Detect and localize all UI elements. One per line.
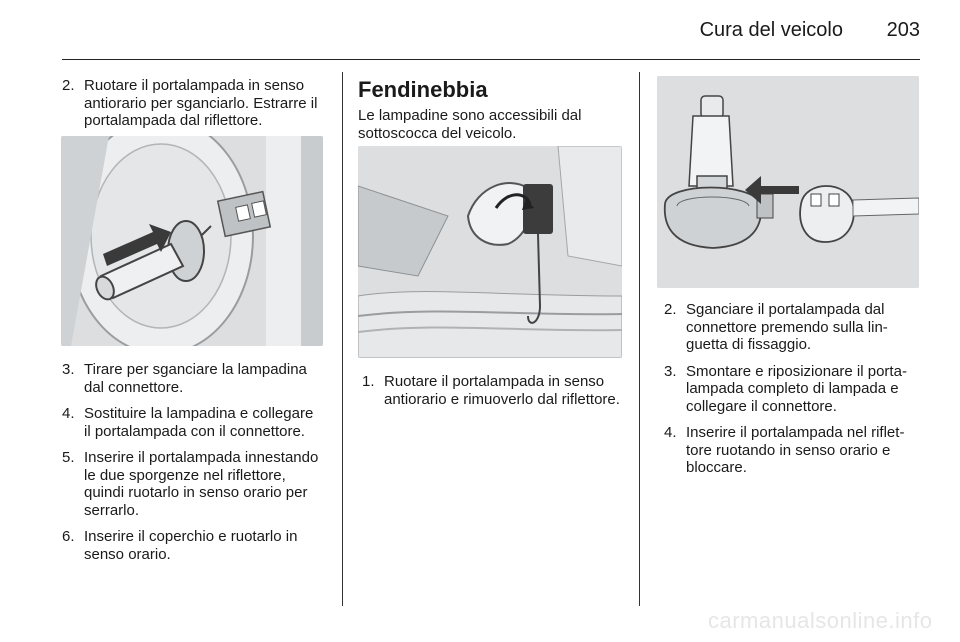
step-number: 4. bbox=[664, 424, 677, 441]
watermark: carmanualsonline.info bbox=[708, 608, 933, 633]
list-item bbox=[62, 361, 324, 396]
column-left-steps bbox=[62, 361, 324, 572]
column-divider bbox=[639, 72, 640, 606]
list-item bbox=[664, 363, 924, 416]
step-text: Ruotare il portalampada in senso antiorario per sganciarlo. Estrarre il portalampada dal riflettore. bbox=[84, 77, 318, 129]
page-number: 203 bbox=[886, 19, 920, 41]
column-right-steps bbox=[664, 301, 924, 486]
fog-lamp-bulb-connector-illustration bbox=[657, 76, 919, 288]
step-number: 1. bbox=[362, 373, 375, 390]
intro-text: Le lampadine sono accessibili dal sottoscocca del veicolo. bbox=[358, 107, 582, 142]
step-number: 4. bbox=[62, 405, 75, 422]
fog-lamp-underbody-illustration bbox=[358, 146, 622, 358]
list-item bbox=[62, 528, 324, 563]
step-number: 2. bbox=[62, 77, 75, 94]
list-item bbox=[664, 424, 924, 477]
step-text: Tirare per sganciare la lampadina dal connettore. bbox=[84, 361, 307, 396]
step-text: Inserire il portalampada nel riflettore ruotando in senso orario e bloccare. bbox=[686, 424, 905, 476]
column-divider bbox=[342, 72, 343, 606]
list-item bbox=[362, 373, 624, 408]
list-item bbox=[62, 405, 324, 440]
step-number: 5. bbox=[62, 449, 75, 466]
column-middle-steps bbox=[362, 373, 624, 417]
step-text: Ruotare il portalampada in senso antiorario e rimuoverlo dal riflettore. bbox=[384, 373, 620, 408]
step-number: 3. bbox=[664, 362, 677, 380]
section-heading: Fendinebbia bbox=[358, 77, 488, 102]
step-text: Inserire il coperchio e ruotarlo in senso orario. bbox=[84, 528, 298, 563]
section-title: Cura del veicolo bbox=[699, 19, 843, 41]
step-number: 2. bbox=[664, 301, 677, 318]
step-text: Sganciare il portalampada dal connettore premendo sulla linguetta di fissaggio. bbox=[686, 301, 888, 353]
step-text: Smontare e riposizionare il portalampada completo di lampada e collegare il connettore. bbox=[686, 362, 907, 415]
header-divider bbox=[62, 59, 920, 60]
step-text: Inserire il portalampada innestando le due sporgenze nel riflettore, quindi ruotarlo in senso orario per serrarlo. bbox=[84, 449, 319, 519]
column-left bbox=[62, 77, 324, 139]
step-number: 6. bbox=[62, 528, 75, 545]
step-number: 3. bbox=[62, 361, 75, 378]
list-item bbox=[62, 449, 324, 519]
headlamp-bulb-removal-illustration bbox=[61, 136, 323, 346]
column-middle bbox=[358, 77, 623, 142]
page-header bbox=[0, 0, 960, 62]
list-item bbox=[664, 301, 924, 354]
step-text: Sostituire la lampadina e collegare il portalampada con il connettore. bbox=[84, 405, 314, 440]
list-item bbox=[62, 77, 324, 130]
